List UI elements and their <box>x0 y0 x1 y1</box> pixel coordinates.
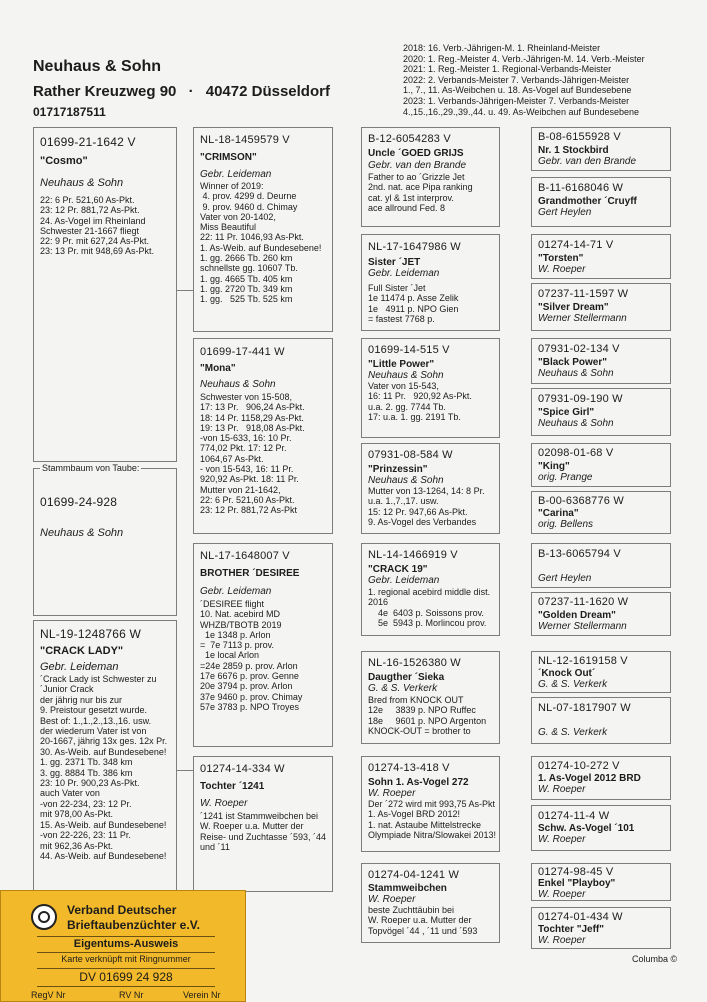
g3-3-name: "Little Power" <box>368 359 435 370</box>
g4-box-13 <box>531 756 671 800</box>
dam-sire-box <box>193 543 333 747</box>
g3-2-ring: NL-17-1647986 W <box>368 241 461 253</box>
g4-15-ring: 01274-98-45 V <box>538 866 614 878</box>
subject-breeder: Neuhaus & Sohn <box>40 177 124 189</box>
g3-3-breeder: Neuhaus & Sohn <box>368 370 444 381</box>
g4-11-name: ´Knock Out´ <box>538 668 596 679</box>
g4-box-16 <box>531 907 671 949</box>
g4-1-breeder: Gebr. van den Brande <box>538 156 637 167</box>
owner-street: Rather Kreuzweg 90 <box>33 83 177 100</box>
g4-3-name: "Torsten" <box>538 253 584 264</box>
dam-box <box>33 620 177 892</box>
g3-5-ring: NL-14-1466919 V <box>368 549 458 561</box>
g4-16-ring: 01274-01-434 W <box>538 911 623 923</box>
g4-7-ring: 02098-01-68 V <box>538 447 614 459</box>
stammbaum-box <box>33 463 177 616</box>
dam-breeder: Gebr. Leideman <box>40 661 119 673</box>
g4-box-14 <box>531 805 671 851</box>
g3-box-2 <box>361 234 500 331</box>
g3-5-name: "CRACK 19" <box>368 564 428 575</box>
g4-5-name: "Black Power" <box>538 357 607 368</box>
g3-5-breeder: Gebr. Leideman <box>368 575 440 586</box>
g3-1-breeder: Gebr. van den Brande <box>368 160 467 171</box>
dd-info: ´1241 ist Stammweibchen bei W. Roeper u.a. Mutter der Reise- und Zuchtasse ´593, ´44 und ´11 <box>200 811 327 852</box>
g3-box-6 <box>361 651 500 744</box>
g4-9-breeder: Gert Heylen <box>538 573 592 584</box>
sd-info: Schwester von 15-508, 17: 13 Pr. 906,24 As-Pkt. 18: 14 Pr. 1158,29 As-Pkt. 19: 13 Pr. 918,08 As-Pkt. -von 15-633, 16: 10 Pr. 774,02 Pkt. 17: 12 Pr. 1064,67 As-Pkt. - von 15-543, 16: 11 Pr. 920,92 As-Pkt. 18: 11 Pr. Mutter von 21-1642, 22: 6 Pr. 521,60 As-Pkt. 23: 12 Pr. 881,72 As-Pkt <box>200 392 305 516</box>
g4-10-breeder: Werner Stellermann <box>538 621 627 632</box>
g3-8-breeder: W. Roeper <box>368 894 416 905</box>
g4-7-breeder: orig. Prange <box>538 472 593 483</box>
g4-4-name: "Silver Dream" <box>538 302 609 313</box>
achievements-list: 2018: 16. Verb.-Jährigen-M. 1. Rheinland-Meister 2020: 1. Reg.-Meister 4. Verb.-Jährigen-M. 14. Verb.-Meister 2021: 1. Reg.-Meister 1. Regional-Verbands-Meister 2022: 2. Verbands-Meister 7. Verbands-Jährigen-Meister 1., 7., 11. As-Weibchen u. 18. As-Vogel auf Bundesebene 2023: 1. Verbands-Jährigen-Meister 7. Verbands-Meister 4.,15.,16.,29.,39.,44. u. 49. As-Weibchen auf Bundesebene <box>403 43 645 117</box>
g4-4-breeder: Werner Stellermann <box>538 313 627 324</box>
g4-1-name: Nr. 1 Stockbird <box>538 145 609 156</box>
stammbaum-ring-number: 01699-24-928 <box>40 495 118 509</box>
g3-1-ring: B-12-6054283 V <box>368 133 451 145</box>
owner-phone: 01717187511 <box>33 105 106 119</box>
g4-6-name: "Spice Girl" <box>538 407 595 418</box>
badge-subtitle: Karte verknüpft mit Ringnummer <box>61 954 191 964</box>
g3-4-breeder: Neuhaus & Sohn <box>368 475 444 486</box>
ds-name: BROTHER ´DESIREE <box>200 568 300 579</box>
g4-1-ring: B-08-6155928 V <box>538 131 621 143</box>
g3-6-info: Bred from KNOCK OUT 12e 3839 p. NPO Ruffec 18e 9601 p. NPO Argenton KNOCK-OUT = brother to <box>368 695 487 736</box>
g4-15-breeder: W. Roeper <box>538 889 586 900</box>
g4-14-ring: 01274-11-4 W <box>538 810 610 822</box>
subject-ring-number: 01699-21-1642 V <box>40 135 136 149</box>
association-logo-icon <box>31 904 57 930</box>
g4-2-name: Grandmother ´Cruyff <box>538 196 637 207</box>
g3-5-info: 1. regional acebird middle dist. 2016 4e 6403 p. Soissons prov. 5e 5943 p. Morlincou prov. <box>368 587 491 628</box>
g4-box-5 <box>531 338 671 384</box>
g4-6-breeder: Neuhaus & Sohn <box>538 418 614 429</box>
g4-5-breeder: Neuhaus & Sohn <box>538 368 614 379</box>
owner-name: Neuhaus & Sohn <box>33 58 162 75</box>
g3-box-1 <box>361 127 500 227</box>
g4-8-ring: B-00-6368776 W <box>538 495 624 507</box>
g4-box-15 <box>531 863 671 901</box>
g4-16-name: Tochter "Jeff" <box>538 924 604 935</box>
g3-box-8 <box>361 863 500 943</box>
g4-box-12 <box>531 697 671 744</box>
subject-info: 22: 6 Pr. 521,60 As-Pkt. 23: 12 Pr. 881,72 As-Pkt. 24. As-Vogel im Rheinland Schwester 21-1667 fliegt 22: 9 Pr. mit 627,24 As-Pkt. 23: 13 Pr. mit 948,69 As-Pkt. <box>40 195 155 257</box>
g3-7-ring: 01274-13-418 V <box>368 762 450 774</box>
g4-10-ring: 07237-11-1620 W <box>538 596 629 608</box>
g4-16-breeder: W. Roeper <box>538 935 586 946</box>
footer-copyright: Columba © <box>632 954 678 964</box>
sire-dam-box <box>193 338 333 534</box>
g3-4-info: Mutter von 13-1264, 14: 8 Pr. u.a. 1.,7.,17. usw. 15: 12 Pr. 947,66 As-Pkt. 9. As-Vogel des Verbandes <box>368 486 485 527</box>
g3-box-5 <box>361 543 500 636</box>
sd-ring-number: 01699-17-441 W <box>200 346 285 358</box>
g3-4-ring: 07931-08-584 W <box>368 449 453 461</box>
g4-6-ring: 07931-09-190 W <box>538 393 623 405</box>
g3-3-ring: 01699-14-515 V <box>368 344 450 356</box>
g3-6-breeder: G. & S. Verkerk <box>368 683 438 694</box>
g4-9-ring: B-13-6065794 V <box>538 548 621 560</box>
badge-title: Eigentums-Ausweis <box>73 938 179 950</box>
g4-14-breeder: W. Roeper <box>538 834 586 845</box>
g3-3-info: Vater von 15-543, 16: 11 Pr. 920,92 As-Pkt. u.a. 2. gg. 7744 Tb. 17: u.a. 1. gg. 2191 Tb. <box>368 381 472 422</box>
sd-breeder: Neuhaus & Sohn <box>200 379 276 390</box>
g3-box-3 <box>361 338 500 438</box>
g4-12-breeder: G. & S. Verkerk <box>538 727 608 738</box>
g3-7-info: Der ´272 wird mit 993,75 As-Pkt 1. As-Vogel BRD 2012! 1. nat. Astaube Mittelstrecke Olympiade Nitra/Slowakei 2013! <box>368 799 497 840</box>
g4-13-name: 1. As-Vogel 2012 BRD <box>538 773 641 784</box>
dd-name: Tochter ´1241 <box>200 781 265 792</box>
g3-6-name: Daugther ´Sieka <box>368 672 445 683</box>
g4-13-breeder: W. Roeper <box>538 784 586 795</box>
g4-box-3 <box>531 234 671 279</box>
ownership-card <box>0 890 246 1002</box>
dam-info: ´Crack Lady ist Schwester zu ´Junior Crack der jährig nur bis zur 9. Preistour gesetzt wurde. Best of: 1.,1.,2.,13.,16. usw. der wiederum Vater ist von 20-1667, jährig 13x ges. 12x Pr. 30. As-Weib. auf Bundesebene! 1. gg. 2371 Tb. 348 km 3. gg. 8884 Tb. 386 km 23: 10 Pr. 900,23 As-Pkt. auch Vater von -von 22-234, 23: 12 Pr. mit 978,00 As-Pkt. 15. As-Weib. auf Bundesebene! -von 22-226, 23: 11 Pr. mit 962,36 As-Pkt. 44. As-Weib. auf Bundesebene! <box>40 674 168 861</box>
dam-ring-number: NL-19-1248766 W <box>40 627 142 641</box>
g3-box-7 <box>361 756 500 852</box>
g3-2-name: Sister ´JET <box>368 257 421 268</box>
g3-1-name: Uncle ´GOED GRIJS <box>368 148 464 159</box>
g4-3-breeder: W. Roeper <box>538 264 586 275</box>
g3-8-name: Stammweibchen <box>368 883 447 894</box>
ds-ring-number: NL-17-1648007 V <box>200 550 290 562</box>
g3-7-name: Sohn 1. As-Vogel 272 <box>368 777 469 788</box>
owner-city: 40472 Düsseldorf <box>205 83 330 100</box>
g3-4-name: "Prinzessin" <box>368 464 428 475</box>
stammbaum-label: Stammbaum von Taube: <box>42 463 140 473</box>
ss-ring-number: NL-18-1459579 V <box>200 134 290 146</box>
badge-col-regv: RegV Nr <box>31 990 66 1000</box>
g4-box-4 <box>531 283 671 331</box>
subject-name: "Cosmo" <box>40 155 88 167</box>
g4-14-name: Schw. As-Vogel ´101 <box>538 823 635 834</box>
g3-8-ring: 01274-04-1241 W <box>368 869 460 881</box>
g4-12-ring: NL-07-1817907 W <box>538 702 631 714</box>
g4-box-9 <box>531 543 671 588</box>
badge-col-rv: RV Nr <box>119 990 144 1000</box>
g4-box-7 <box>531 443 671 487</box>
g3-2-breeder: Gebr. Leideman <box>368 268 440 279</box>
sd-name: "Mona" <box>200 363 236 374</box>
g3-7-breeder: W. Roeper <box>368 788 416 799</box>
ss-breeder: Gebr. Leideman <box>200 169 272 180</box>
dd-breeder: W. Roeper <box>200 798 248 809</box>
dam-dam-box <box>193 756 333 892</box>
sire-sire-box <box>193 127 333 332</box>
g3-box-4 <box>361 443 500 534</box>
g4-15-name: Enkel "Playboy" <box>538 878 616 889</box>
ds-breeder: Gebr. Leideman <box>200 586 272 597</box>
g4-11-ring: NL-12-1619158 V <box>538 655 628 667</box>
badge-org-line2: Brieftaubenzüchter e.V. <box>67 918 200 932</box>
ss-name: "CRIMSON" <box>200 152 257 163</box>
address-separator: · <box>188 83 194 100</box>
subject-pigeon-box <box>33 127 177 462</box>
ss-info: Winner of 2019: 4. prov. 4299 d. Deurne 9. prov. 9460 d. Chimay Vater von 20-1402, Miss Beautiful 22: 11 Pr. 1046,93 As-Pkt. 1. As-Weib. auf Bundesebene! 1. gg. 2666 Tb. 260 km schnellste gg. 10607 Tb. 1. gg. 4665 Tb. 405 km 1. gg. 2720 Tb. 349 km 1. gg. 525 Tb. 525 km <box>200 181 322 305</box>
stammbaum-breeder: Neuhaus & Sohn <box>40 527 124 539</box>
g3-8-info: beste Zuchttäubin bei W. Roeper u.a. Mutter der Topvögel ´44 , ´11 und ´593 <box>368 905 478 936</box>
g3-2-info: Full Sister ´Jet 1e 11474 p. Asse Zelik 1e 4911 p. NPO Gien = fastest 7768 p. <box>368 283 459 324</box>
g4-8-name: "Carina" <box>538 508 579 519</box>
badge-col-verein: Verein Nr <box>183 990 221 1000</box>
badge-ring-number: DV 01699 24 928 <box>79 970 173 984</box>
badge-org-line1: Verband Deutscher <box>67 903 177 917</box>
g4-13-ring: 01274-10-272 V <box>538 760 620 772</box>
g4-box-8 <box>531 491 671 534</box>
dam-name: "CRACK LADY" <box>40 645 124 657</box>
g4-3-ring: 01274-14-71 V <box>538 239 614 251</box>
ds-info: ´DESIREE flight 10. Nat. acebird MD WHZB/TBOTB 2019 1e 1348 p. Arlon = 7e 7113 p. prov. 1e local Arlon =24e 2859 p. prov. Arlon 17e 6676 p. prov. Genne 20e 3794 p. prov. Arlon 37e 9460 p. prov. Chimay 57e 3783 p. NPO Troyes <box>200 599 303 712</box>
g4-2-ring: B-11-6168046 W <box>538 182 624 194</box>
g4-8-breeder: orig. Bellens <box>538 519 594 530</box>
g4-10-name: "Golden Dream" <box>538 610 616 621</box>
g4-2-breeder: Gert Heylen <box>538 207 592 218</box>
g3-1-info: Father to ao ´Grizzle Jet 2nd. nat. ace Pipa ranking cat. yl & 1st interprov. ace allround Fed. 8 <box>368 172 473 213</box>
g3-6-ring: NL-16-1526380 W <box>368 657 461 669</box>
g4-box-10 <box>531 592 671 636</box>
g4-4-ring: 07237-11-1597 W <box>538 288 629 300</box>
g4-box-2 <box>531 177 671 227</box>
g4-box-6 <box>531 388 671 436</box>
g4-box-11 <box>531 651 671 693</box>
dd-ring-number: 01274-14-334 W <box>200 763 285 775</box>
g4-7-name: "King" <box>538 461 570 472</box>
g4-5-ring: 07931-02-134 V <box>538 343 620 355</box>
g4-11-breeder: G. & S. Verkerk <box>538 679 608 690</box>
owner-address <box>33 83 330 100</box>
g4-box-1 <box>531 127 671 171</box>
